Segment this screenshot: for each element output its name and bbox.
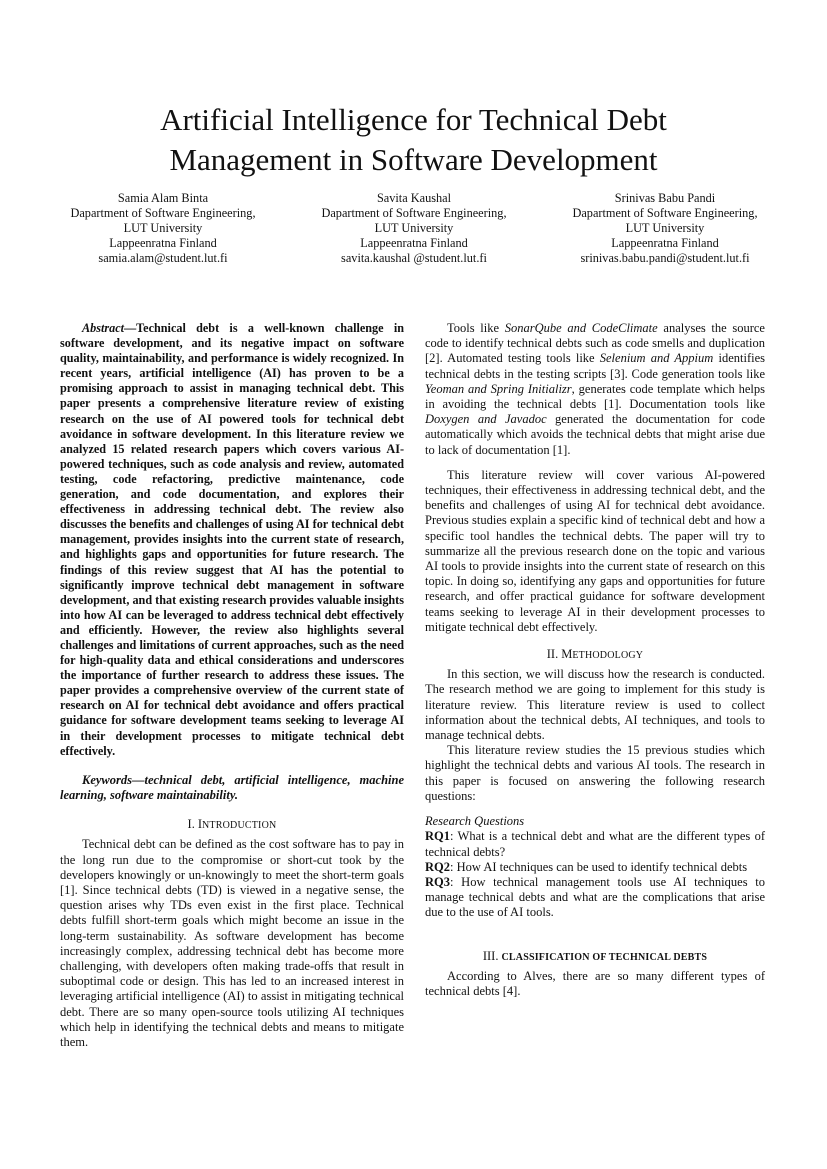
methodology-paragraph-1: In this section, we will discuss how the research is conducted. The research method we are going to implement for this study is literature review. This literature review is used to collect information about the technical debts, AI techniques, and tools to manage technical debts. <box>425 667 765 743</box>
text-run: analyses the source code to identify technical debts such as code smells and duplication [2]. Automated testing tools like <box>425 321 765 366</box>
author-location: Lappeenratna Finland <box>611 236 719 250</box>
title-line-1: Artificial Intelligence for Technical Debt <box>160 102 667 137</box>
author-university: LUT University <box>625 221 705 235</box>
section-initial: M <box>561 647 573 662</box>
tool-name-selenium: Selenium and Appium <box>599 351 714 366</box>
text-run: Tools like <box>447 321 505 335</box>
author-email: savita.kaushal @student.lut.fi <box>341 251 487 265</box>
methodology-paragraph-2: This literature review studies the 15 previous studies which highlight the technical debts and various AI tools. The research in this paper is focused on answering the following research questions: <box>425 743 765 803</box>
text-run: , generates code template which helps in avoiding the technical debts [1]. Documentation tools like <box>425 381 765 412</box>
abstract-text: —Technical debt is a well-known challenge in software development, and its negative impact on software quality, maintainability, and performance is widely recognized. In recent years, artificial intelligence (AI) has proven to be a promising approach to assist in managing technical debt. This paper presents a comprehensive literature review of existing research on the use of AI powered tools for technical debt avoidance in software development. In this literature review we analyzed 15 related research papers which covers various AI-powered techniques, such as code analysis and review, automated testing, code refactoring, predictive maintenance, code generation, and code documentation, and explores their effectiveness in addressing technical debt. The review also discusses the benefits and challenges of using AI for technical debt management, provides insights into the current state of research, and highlights gaps and opportunities for future research. The findings of this review suggest that AI has the potential to significantly improve technical debt management in software development, and that existing research provides valuable insights into how AI can be leveraged to address technical debt effectively and efficiently. However, the review also highlights several challenges and limitations of current approaches, such as the need for high-quality data and ethical considerations and underscores the importance of further research to address these issues. The paper provides a comprehensive overview of the current state of research on AI for technical debt avoidance and offers practical guidance for software development teams seeking to leverage AI in their development processes to mitigate technical debt effectively. <box>60 321 404 758</box>
author-name: Samia Alam Binta <box>117 191 209 205</box>
author-location: Lappeenratna Finland <box>109 236 217 250</box>
author-name: Srinivas Babu Pandi <box>614 191 716 205</box>
author-block-2 <box>294 191 534 266</box>
author-university: LUT University <box>123 221 203 235</box>
section-initial: I <box>197 817 203 832</box>
right-column <box>425 321 765 999</box>
section-title-rest: NTRODUCTION <box>202 820 277 832</box>
keywords-label: Keywords <box>82 772 132 787</box>
text-run: generated the documentation for code automatically which avoids the technical debts that might arise due to lack of documentation [1]. <box>425 412 765 457</box>
title-line-2: Management in Software Development <box>169 142 658 177</box>
rq-label: RQ2 <box>425 859 450 874</box>
section-number: III. <box>482 948 499 963</box>
left-column <box>60 321 404 1050</box>
author-location: Lappeenratna Finland <box>360 236 468 250</box>
abstract-label: Abstract <box>82 321 124 335</box>
rq-text: : How technical management tools use AI techniques to manage technical debts and what are the complications that arise due to the use of AI tools. <box>425 874 765 920</box>
abstract-paragraph <box>60 321 404 759</box>
research-question-3 <box>425 875 765 921</box>
research-question-1 <box>425 829 765 859</box>
section-title-rest: ETHODOLOGY <box>572 650 644 662</box>
author-university: LUT University <box>374 221 454 235</box>
keywords-text: —technical debt, artificial intelligence, machine learning, software maintainability. <box>60 772 404 802</box>
tools-paragraph <box>425 321 765 458</box>
author-name: Savita Kaushal <box>376 191 452 205</box>
author-department: Dapartment of Software Engineering, <box>70 206 256 220</box>
section-heading-introduction <box>60 817 404 833</box>
section-number: II. <box>546 647 559 662</box>
introduction-paragraph: Technical debt can be defined as the cost software has to pay in the long run due to the compromise or short-cut took by the developers knowingly or un-knowingly to meet the short-term goals [1]. Since technical debts (TD) is viewed in a negative sense, the question arises why TDs even exist in the first place. Technical debts fulfill short-term goals which might become an issue in the long-term sustainability. As software development has become increasingly complex, addressing technical debt has become more challenging, with developers often making trade-offs that result in suboptimal code or design. This has led to an increased interest in leveraging artificial intelligence (AI) to assist in mitigating technical debt. There are so many open-source tools utilizing AI techniques which help in identifying the technical debts and means to mitigate them. <box>60 837 404 1049</box>
author-department: Dapartment of Software Engineering, <box>572 206 758 220</box>
author-email: samia.alam@student.lut.fi <box>98 251 228 265</box>
section-number: I. <box>187 817 195 832</box>
keywords-paragraph <box>60 773 404 803</box>
rq-text: : How AI techniques can be used to identify technical debts <box>450 859 748 874</box>
review-scope-paragraph: This literature review will cover various AI-powered techniques, their effectiveness in addressing technical debt, and the benefits and challenges of using AI for technical debt avoidance. Previous studies explain a specific kind of technical debt and how a specific tool handles the technical debts. The paper will try to summarize all the previous research done on the topic and various AI tools to provide insights into the current state of research on this topic. In doing so, identifying any gaps and opportunities for future research, and offer practical guidance for software development teams seeking to leverage AI in their development processes to mitigate technical debt effectively. <box>425 467 765 634</box>
text-run: identifies technical debts in the testing scripts [3]. Code generation tools like <box>425 351 765 381</box>
research-questions-heading: Research Questions <box>425 814 525 829</box>
classification-paragraph: According to Alves, there are so many different types of technical debts [4]. <box>425 968 765 998</box>
rq-label: RQ3 <box>425 874 450 889</box>
section-title: CLASSIFICATION OF TECHNICAL DEBTS <box>501 951 708 963</box>
author-block-3 <box>545 191 785 266</box>
section-heading-classification <box>425 949 765 965</box>
paper-title <box>60 100 767 180</box>
tool-name-sonarqube: SonarQube and CodeClimate <box>504 321 658 335</box>
section-heading-methodology <box>425 647 765 663</box>
rq-text: : What is a technical debt and what are the different types of technical debts? <box>425 829 765 859</box>
rq-label: RQ1 <box>425 829 450 844</box>
author-department: Dapartment of Software Engineering, <box>321 206 507 220</box>
author-email: srinivas.babu.pandi@student.lut.fi <box>580 251 750 265</box>
research-question-2 <box>425 860 765 875</box>
tool-name-yeoman: Yeoman and Spring Initializr <box>425 381 572 396</box>
author-block-1 <box>43 191 283 266</box>
tool-name-doxygen: Doxygen and Javadoc <box>425 412 547 427</box>
